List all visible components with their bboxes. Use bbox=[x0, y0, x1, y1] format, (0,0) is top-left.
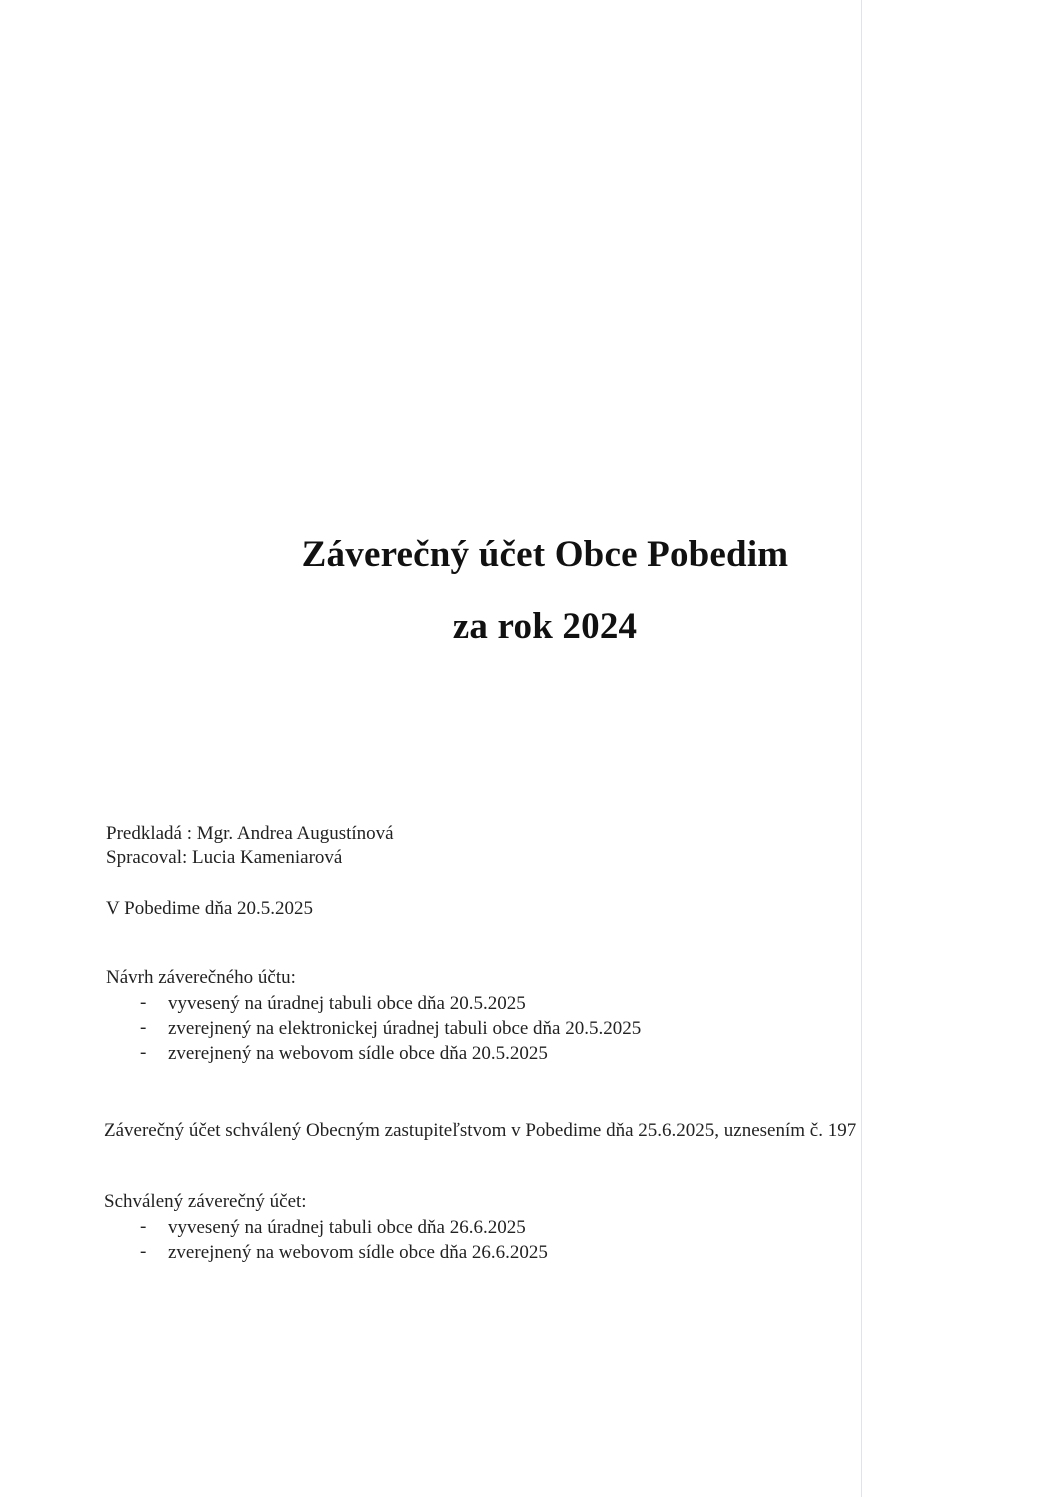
draft-heading: Návrh záverečného účtu: bbox=[106, 967, 296, 988]
bullet-dash: - bbox=[140, 992, 147, 1013]
page-fold-line bbox=[861, 0, 862, 1497]
bullet-dash: - bbox=[140, 1042, 147, 1063]
approved-heading: Schválený záverečný účet: bbox=[104, 1191, 307, 1212]
draft-item-text: vyvesený na úradnej tabuli obce dňa 20.5.2025 bbox=[168, 993, 526, 1014]
bullet-dash: - bbox=[140, 1216, 147, 1237]
document-title: Záverečný účet Obce Pobedim bbox=[301, 534, 789, 575]
place-and-date: V Pobedime dňa 20.5.2025 bbox=[106, 898, 314, 919]
bullet-dash: - bbox=[140, 1017, 147, 1038]
draft-item-text: zverejnený na webovom sídle obce dňa 20.5.2025 bbox=[168, 1043, 548, 1064]
bullet-dash: - bbox=[140, 1241, 147, 1262]
document-subtitle-year: za rok 2024 bbox=[452, 606, 638, 647]
approved-item-text: zverejnený na webovom sídle obce dňa 26.6.2025 bbox=[168, 1242, 548, 1263]
approved-item-text: vyvesený na úradnej tabuli obce dňa 26.6.2025 bbox=[168, 1217, 526, 1238]
submitted-by: Predkladá : Mgr. Andrea Augustínová bbox=[106, 823, 394, 844]
draft-item-text: zverejnený na elektronickej úradnej tabuli obce dňa 20.5.2025 bbox=[168, 1018, 642, 1039]
prepared-by: Spracoval: Lucia Kameniarová bbox=[106, 847, 343, 868]
approval-statement: Záverečný účet schválený Obecným zastupiteľstvom v Pobedime dňa 25.6.2025, uznesením č. 197 bbox=[104, 1120, 857, 1141]
